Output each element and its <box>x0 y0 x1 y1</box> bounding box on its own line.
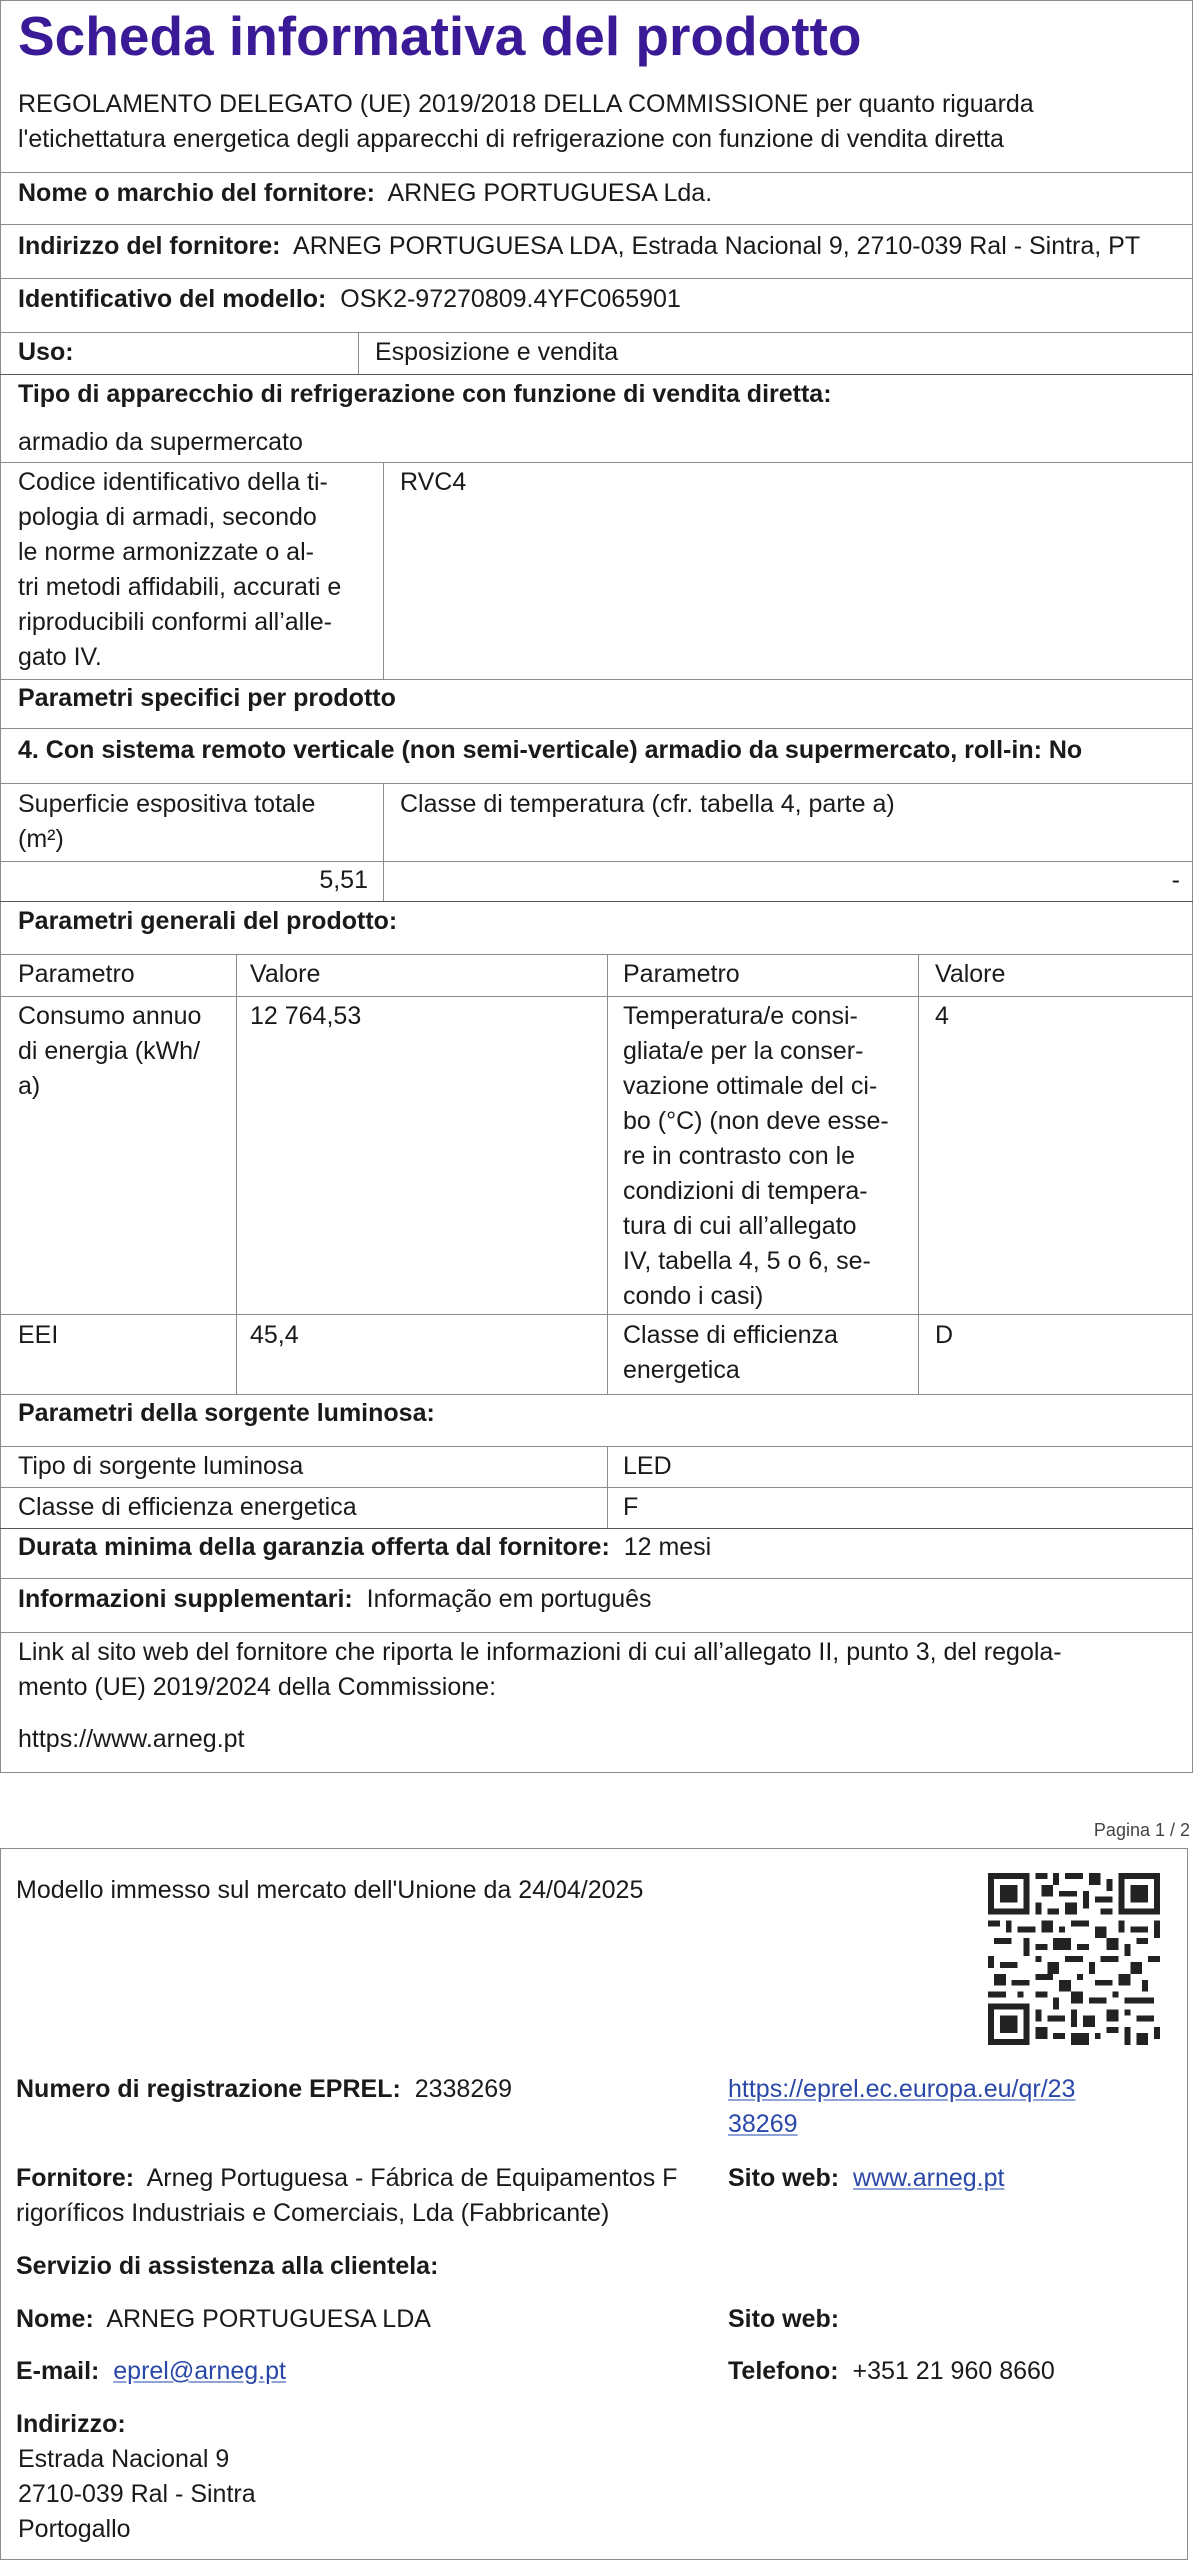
extra-info-label: Informazioni supplementari: <box>18 1585 353 1613</box>
temp-label-line: bo (°C) (non deve esse- <box>623 1107 889 1135</box>
supplier-address-value: ARNEG PORTUGUESA LDA, Estrada Nacional 9, 2710-039 Ral - Sintra, PT <box>293 232 1141 260</box>
temp-label-line: tura di cui all’allegato <box>623 1212 857 1240</box>
divider <box>918 954 919 1394</box>
website-label: Sito web: <box>728 2164 840 2192</box>
extra-info-row <box>18 1582 652 1617</box>
divider <box>0 679 1193 680</box>
divider <box>0 954 1193 955</box>
regulation-line-2: l'etichettatura energetica degli apparecchi di refrigerazione con funzione di vendita diretta <box>18 125 1004 153</box>
code-desc-line: Codice identificativo della ti- <box>18 468 328 496</box>
class-label-line: Classe di efficienza <box>623 1321 838 1349</box>
temperature-class-value: - <box>1171 866 1180 894</box>
divider <box>0 1578 1193 1579</box>
recommended-temperature-label <box>623 999 889 1314</box>
specific-params-subheading: 4. Con sistema remoto verticale (non semi-verticale) armadio da supermercato, roll-in: No <box>18 736 1083 764</box>
divider <box>0 332 1193 333</box>
light-source-heading: Parametri della sorgente luminosa: <box>18 1399 435 1427</box>
supplier-name-row <box>18 176 712 211</box>
qr-code-icon[interactable] <box>988 1873 1160 2045</box>
surface-label <box>18 787 315 857</box>
eprel-link-line-1[interactable]: https://eprel.ec.europa.eu/qr/23 <box>728 2075 1076 2103</box>
temp-label-line: condizioni di tempera- <box>623 1177 868 1205</box>
supplier-website-row <box>728 2161 1004 2196</box>
col-header-param-2: Parametro <box>623 960 740 988</box>
energy-label-line: Consumo annuo <box>18 1002 202 1030</box>
use-value: Esposizione e vendita <box>375 338 619 366</box>
specific-params-heading: Parametri specifici per prodotto <box>18 684 396 712</box>
warranty-label: Durata minima della garanzia offerta dal fornitore: <box>18 1533 610 1561</box>
supplier-address-label: Indirizzo del fornitore: <box>18 232 281 260</box>
regulation-line-1: REGOLAMENTO DELEGATO (UE) 2019/2018 DELLA COMMISSIONE per quanto riguarda <box>18 90 1034 118</box>
warranty-value: 12 mesi <box>623 1533 712 1561</box>
service-email-row <box>16 2354 286 2389</box>
divider <box>607 954 608 1394</box>
model-id-row <box>18 282 681 317</box>
surface-label-line: (m²) <box>18 825 64 853</box>
model-id-value: OSK2-97270809.4YFC065901 <box>340 285 681 313</box>
service-email-link[interactable]: eprel@arneg.pt <box>113 2357 286 2385</box>
website-info-line-2: mento (UE) 2019/2024 della Commissione: <box>18 1673 497 1701</box>
eprel-value: 2338269 <box>414 2075 513 2103</box>
service-phone-label: Telefono: <box>728 2357 839 2385</box>
temp-label-line: Temperatura/e consi- <box>623 1002 858 1030</box>
light-type-label: Tipo di sorgente luminosa <box>18 1452 304 1480</box>
divider <box>0 1487 1193 1488</box>
col-header-param: Parametro <box>18 960 135 988</box>
col-header-value-2: Valore <box>935 960 1006 988</box>
supplier-name-label: Nome o marchio del fornitore: <box>18 179 375 207</box>
supplier-row <box>16 2161 716 2196</box>
temp-label-line: vazione ottimale del ci- <box>623 1072 878 1100</box>
energy-class-value: D <box>935 1321 954 1349</box>
code-desc-line: le norme armonizzate o al- <box>18 538 314 566</box>
supplier-line-2: rigoríficos Industriais e Comerciais, Lda (Fabbricante) <box>16 2199 610 2227</box>
surface-label-line: Superficie espositiva totale <box>18 790 316 818</box>
energy-label-line: di energia (kWh/ <box>18 1037 201 1065</box>
eprel-number-row <box>16 2072 512 2107</box>
temp-label-line: condo i casi) <box>623 1282 764 1310</box>
recommended-temperature-value: 4 <box>935 1002 949 1030</box>
temp-label-line: re in contrasto con le <box>623 1142 856 1170</box>
divider <box>0 224 1193 225</box>
service-name-row <box>16 2302 431 2337</box>
energy-consumption-value: 12 764,53 <box>250 1002 362 1030</box>
supplier-name-value: ARNEG PORTUGUESA Lda. <box>387 179 713 207</box>
appliance-type-label: Tipo di apparecchio di refrigerazione con funzione di vendita diretta: <box>18 380 832 408</box>
light-class-label: Classe di efficienza energetica <box>18 1493 357 1521</box>
divider <box>0 901 1193 902</box>
divider <box>358 332 359 374</box>
divider <box>383 783 384 901</box>
eprel-label: Numero di registrazione EPREL: <box>16 2075 401 2103</box>
customer-service-heading: Servizio di assistenza alla clientela: <box>16 2252 439 2280</box>
divider <box>0 172 1193 173</box>
service-name-value: ARNEG PORTUGUESA LDA <box>106 2305 431 2333</box>
warranty-row <box>18 1530 711 1565</box>
service-phone-value: +351 21 960 8660 <box>852 2357 1055 2385</box>
temp-label-line: IV, tabella 4, 5 o 6, se- <box>623 1247 871 1275</box>
class-label-line: energetica <box>623 1356 740 1384</box>
website-link[interactable]: www.arneg.pt <box>853 2164 1005 2192</box>
divider <box>0 861 1193 862</box>
appliance-type-value: armadio da supermercato <box>18 428 303 456</box>
energy-consumption-label <box>18 999 201 1104</box>
divider <box>0 278 1193 279</box>
divider <box>0 1394 1193 1395</box>
address-line: Portogallo <box>18 2515 131 2543</box>
page-number: Pagina 1 / 2 <box>1093 1820 1190 1840</box>
code-desc-line: gato IV. <box>18 643 102 671</box>
service-address <box>18 2442 256 2547</box>
supplier-website-url[interactable]: https://www.arneg.pt <box>18 1725 245 1753</box>
market-date-text: Modello immesso sul mercato dell'Unione da 24/04/2025 <box>16 1876 644 1904</box>
code-desc-line: tri metodi affidabili, accurati e <box>18 573 342 601</box>
eprel-link-line-2[interactable]: 38269 <box>728 2110 798 2138</box>
code-desc-line: riproducibili conformi all’alle- <box>18 608 333 636</box>
divider <box>236 954 237 1394</box>
service-name-label: Nome: <box>16 2305 94 2333</box>
address-line: 2710-039 Ral - Sintra <box>18 2480 256 2508</box>
cabinet-code-value: RVC4 <box>400 468 467 496</box>
divider <box>0 1314 1193 1315</box>
temperature-class-label: Classe di temperatura (cfr. tabella 4, parte a) <box>400 790 895 818</box>
energy-class-label <box>623 1318 838 1388</box>
model-id-label: Identificativo del modello: <box>18 285 327 313</box>
light-type-value: LED <box>623 1452 672 1480</box>
cabinet-code-description <box>18 465 370 675</box>
light-class-value: F <box>623 1493 639 1521</box>
divider <box>607 1446 608 1528</box>
service-address-label: Indirizzo: <box>16 2410 126 2438</box>
divider <box>0 1528 1193 1529</box>
surface-value: 5,51 <box>319 866 368 894</box>
website-info-line-1: Link al sito web del fornitore che riporta le informazioni di cui all’allegato II, punto 3, del regola- <box>18 1638 1062 1666</box>
supplier-label: Fornitore: <box>16 2164 135 2192</box>
divider <box>0 996 1193 997</box>
service-email-label: E-mail: <box>16 2357 100 2385</box>
supplier-address-row <box>18 229 1140 264</box>
code-desc-line: pologia di armadi, secondo <box>18 503 317 531</box>
service-website-label: Sito web: <box>728 2305 840 2333</box>
general-params-heading: Parametri generali del prodotto: <box>18 907 398 935</box>
col-header-value: Valore <box>250 960 321 988</box>
address-line: Estrada Nacional 9 <box>18 2445 230 2473</box>
energy-label-line: a) <box>18 1072 41 1100</box>
use-label: Uso: <box>18 338 74 366</box>
divider <box>0 728 1193 729</box>
supplier-line-1: Arneg Portuguesa - Fábrica de Equipamentos F <box>146 2164 678 2192</box>
temp-label-line: gliata/e per la conser- <box>623 1037 864 1065</box>
divider <box>0 783 1193 784</box>
extra-info-value: Informação em português <box>366 1585 652 1613</box>
page-title: Scheda informativa del prodotto <box>18 5 862 67</box>
divider <box>0 1632 1193 1633</box>
divider <box>0 1446 1193 1447</box>
service-phone-row <box>728 2354 1055 2389</box>
divider <box>0 462 1193 463</box>
eei-value: 45,4 <box>250 1321 299 1349</box>
divider <box>383 462 384 679</box>
eei-label: EEI <box>18 1321 59 1349</box>
divider <box>0 374 1193 375</box>
